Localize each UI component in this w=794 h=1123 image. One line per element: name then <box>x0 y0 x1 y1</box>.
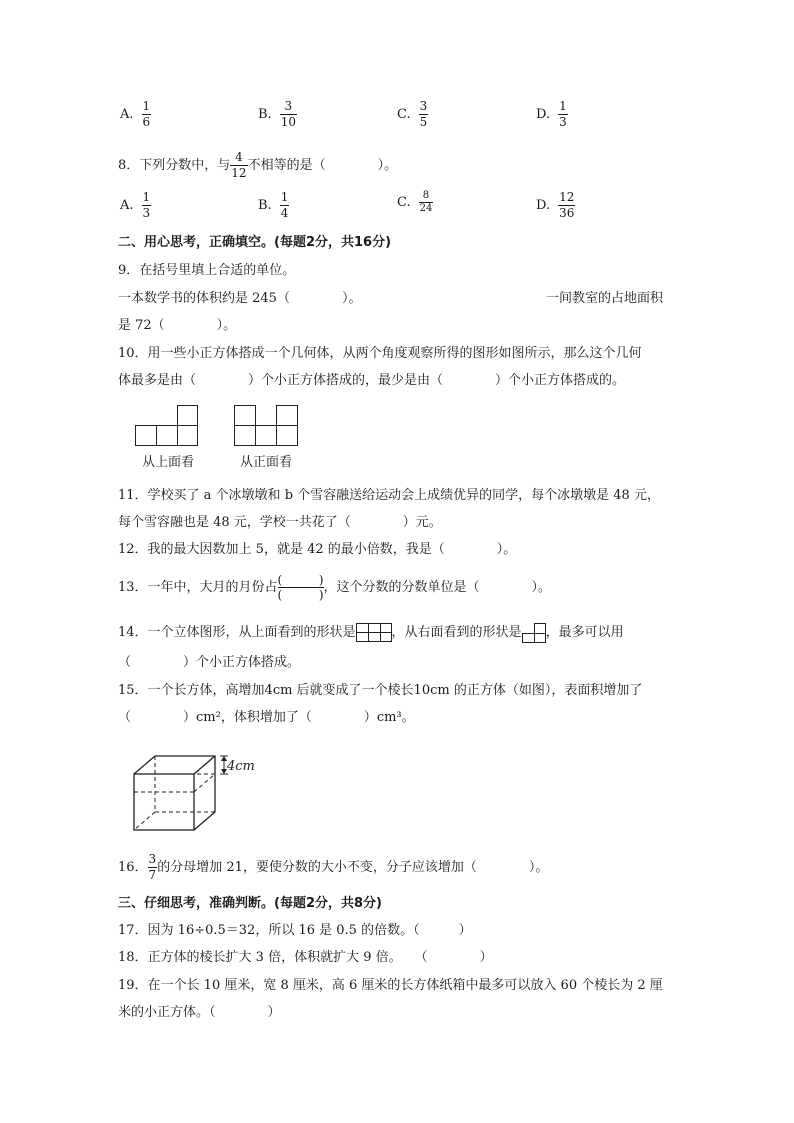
cube-edge <box>194 756 215 774</box>
q16-fraction: $\frac{3}{7}$ <box>148 852 157 882</box>
question-17: 17．因为 16÷0.5＝32，所以 16 是 0.5 的倍数。（ ） <box>118 923 472 938</box>
cell <box>276 405 298 426</box>
question-18: 18．正方体的棱长扩大 3 倍，体积就扩大 9 倍。 （ ） <box>118 950 493 965</box>
option-fraction: $\frac{1}{3}$ <box>142 190 151 220</box>
q8-option-a: A. $\frac{1}{3}$ <box>120 190 151 220</box>
option-fraction: $\frac{1}{6}$ <box>142 99 151 129</box>
option-fraction: $\frac{8}{24}$ <box>419 190 433 214</box>
option-fraction: $\frac{3}{5}$ <box>419 99 428 129</box>
question-15-line1: 15．一个长方体，高增加4cm 后就变成了一个棱长10cm 的正方体（如图），表面积增加了 <box>118 683 643 698</box>
increase-line-side <box>194 774 215 792</box>
q8-fraction: $\frac{4}{12}$ <box>231 150 247 180</box>
q14-right-view-icon <box>522 623 546 643</box>
q7-option-b: B. $\frac{3}{10}$ <box>258 99 296 129</box>
question-11-line1: 11．学校买了 a 个冰墩墩和 b 个雪容融送给运动会上成绩优异的同学，每个冰墩墩是 48 元， <box>118 488 660 503</box>
q14-top-view-icon <box>356 623 392 642</box>
question-10-line1: 10．用一些小正方体搭成一个几何体，从两个角度观察所得的图形如图所示，那么这个几何 <box>118 346 642 361</box>
question-15-line2: （ ）cm²，体积增加了（ ）cm³。 <box>118 710 415 725</box>
q13-blank-fraction: ( ) ( ) <box>277 573 324 602</box>
question-14-line2: （ ）个小正方体搭成。 <box>118 655 301 670</box>
q8-option-c: C. $\frac{8}{24}$ <box>397 190 433 214</box>
section-2-title: 二、用心思考，正确填空。(每题2分，共16分) <box>118 235 392 250</box>
q8-suffix: 不相等的是（ ）。 <box>247 158 398 173</box>
cell <box>234 405 256 426</box>
question-19-line2: 米的小正方体。（ ） <box>118 1005 281 1020</box>
q8-option-d: D. $\frac{12}{36}$ <box>536 190 575 220</box>
question-12: 12．我的最大因数加上 5，就是 42 的最小倍数，我是（ ）。 <box>118 542 517 557</box>
question-14: 14．一个立体图形，从上面看到的形状是 ，从右面看到的形状是 ，最多可以用 <box>118 620 624 646</box>
cube-front-face <box>134 774 194 830</box>
hidden-edge <box>134 812 155 830</box>
question-19-line1: 19．在一个长 10 厘米，宽 8 厘米，高 6 厘米的长方体纸箱中最多可以放入 60 个棱长为 2 厘 <box>118 978 663 993</box>
cell <box>276 425 298 446</box>
question-9-b: 一间教室的占地面积 <box>546 291 664 306</box>
question-9: 9．在括号里填上合适的单位。 <box>118 263 296 278</box>
q10-front-view-figure <box>234 405 298 447</box>
q7-option-d: D. $\frac{1}{3}$ <box>536 99 567 129</box>
option-fraction: $\frac{3}{10}$ <box>280 99 296 129</box>
cell <box>255 425 277 446</box>
question-10-line2: 体最多是由（ ）个小正方体搭成的，最少是由（ ）个小正方体搭成的。 <box>118 373 626 388</box>
question-8 <box>118 150 397 181</box>
cell <box>135 425 157 446</box>
option-fraction: $\frac{1}{4}$ <box>280 190 289 220</box>
question-16: 16． $\frac{3}{7}$ 的分母增加 21，要使分数的大小不变，分子应该增加（ ）。 <box>118 852 549 882</box>
question-11-line2: 每个雪容融也是 48 元，学校一共花了（ ）元。 <box>118 515 442 530</box>
q15-dimension-label: 4cm <box>227 759 255 774</box>
q10-caption-front: 从正面看 <box>240 455 293 470</box>
cell <box>177 425 198 446</box>
q10-caption-top: 从上面看 <box>142 455 195 470</box>
q7-option-a: A. $\frac{1}{6}$ <box>120 99 151 129</box>
q10-top-view-figure <box>135 405 199 447</box>
q8-option-b: B. $\frac{1}{4}$ <box>258 190 289 220</box>
option-fraction: $\frac{12}{36}$ <box>559 190 575 220</box>
cell <box>234 425 256 446</box>
question-13: 13．一年中，大月的月份占 ( ) ( ) ，这个分数的分数单位是（ ）。 <box>118 573 552 602</box>
q8-prefix: 8．下列分数中，与 <box>118 158 231 173</box>
q15-cube-figure <box>128 750 258 834</box>
option-fraction: $\frac{1}{3}$ <box>559 99 567 129</box>
question-9-a: 一本数学书的体积约是 245（ ）。 <box>118 291 362 306</box>
q7-option-c: C. $\frac{3}{5}$ <box>397 99 428 129</box>
cell <box>177 405 198 426</box>
question-9-c: 是 72（ ）。 <box>118 318 237 333</box>
cell <box>156 425 178 446</box>
section-3-title: 三、仔细思考，准确判断。(每题2分，共8分) <box>118 896 382 911</box>
